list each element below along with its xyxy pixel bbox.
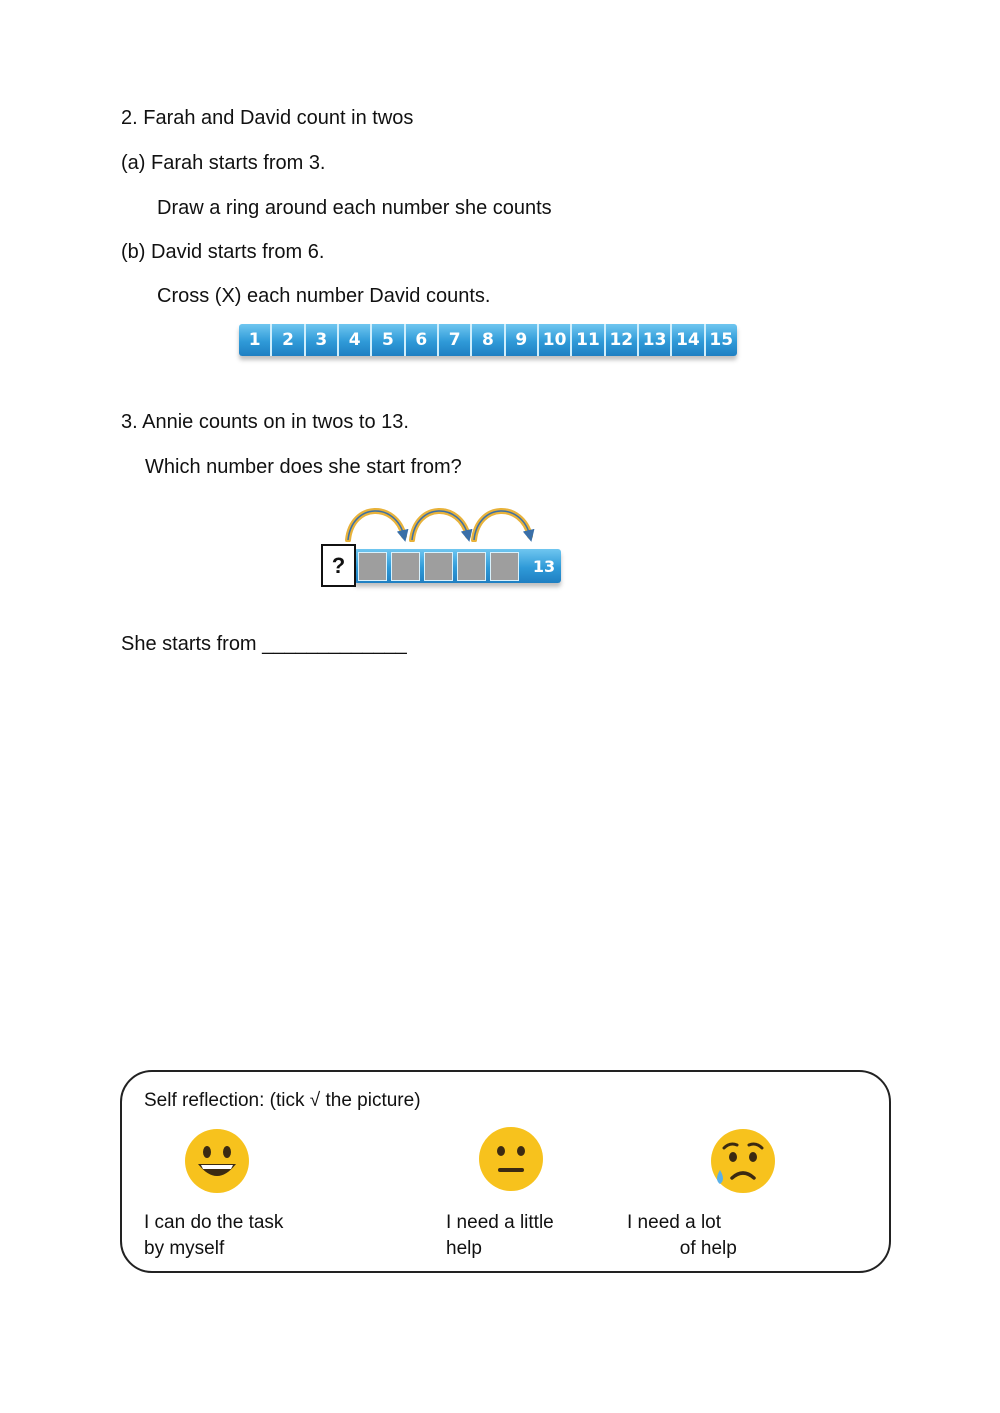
q2-part-b-instruction: Cross (X) each number David counts. [157, 285, 491, 307]
track-cell-11[interactable]: 11 [572, 324, 605, 356]
q2-part-b: (b) David starts from 6. [121, 241, 325, 263]
hidden-cell [490, 552, 519, 581]
track-cell-5[interactable]: 5 [372, 324, 405, 356]
track-cell-12[interactable]: 12 [606, 324, 639, 356]
neutral-face-icon[interactable] [478, 1126, 544, 1192]
hidden-cell [424, 552, 453, 581]
answer-line[interactable]: She starts from _____________ [121, 633, 407, 655]
q2-part-a: (a) Farah starts from 3. [121, 152, 326, 174]
grinning-face-icon[interactable] [184, 1128, 250, 1194]
self-reflection-title: Self reflection: (tick √ the picture) [144, 1090, 421, 1111]
track-cell-10[interactable]: 10 [539, 324, 572, 356]
track-cell-4[interactable]: 4 [339, 324, 372, 356]
track-cell-9[interactable]: 9 [506, 324, 539, 356]
track-cell-1[interactable]: 1 [239, 324, 272, 356]
track-cell-13[interactable]: 13 [639, 324, 672, 356]
jump-arrow-2 [412, 511, 468, 540]
option-3-caption: I need a lot of help [627, 1212, 737, 1259]
q3-title: 3. Annie counts on in twos to 13. [121, 411, 409, 433]
track-cell-6[interactable]: 6 [406, 324, 439, 356]
q2-part-a-instruction: Draw a ring around each number she counts [157, 197, 552, 219]
track-cell-15[interactable]: 15 [709, 330, 734, 350]
q3-question: Which number does she start from? [145, 456, 462, 478]
option-2-caption: I need a little help [446, 1212, 554, 1259]
jump-arrow-3 [474, 511, 530, 540]
track-cell-8[interactable]: 8 [472, 324, 505, 356]
option-1-caption: I can do the task by myself [144, 1212, 284, 1259]
end-number: 13 [532, 556, 556, 576]
hidden-cell [457, 552, 486, 581]
hidden-cell [358, 552, 387, 581]
unknown-start-box[interactable]: ? [321, 544, 356, 587]
mini-number-track [354, 549, 561, 583]
hidden-cell [391, 552, 420, 581]
jump-arrow-1 [348, 511, 404, 540]
q2-title: 2. Farah and David count in twos [121, 107, 414, 129]
sad-sweat-face-icon[interactable] [710, 1128, 776, 1194]
self-reflection-box [120, 1070, 891, 1273]
track-cell-7[interactable]: 7 [439, 324, 472, 356]
number-track [239, 324, 737, 356]
track-cell-3[interactable]: 3 [306, 324, 339, 356]
track-cell-2[interactable]: 2 [272, 324, 305, 356]
track-cell-14[interactable]: 14 [672, 324, 705, 356]
jump-arrows [342, 500, 552, 542]
